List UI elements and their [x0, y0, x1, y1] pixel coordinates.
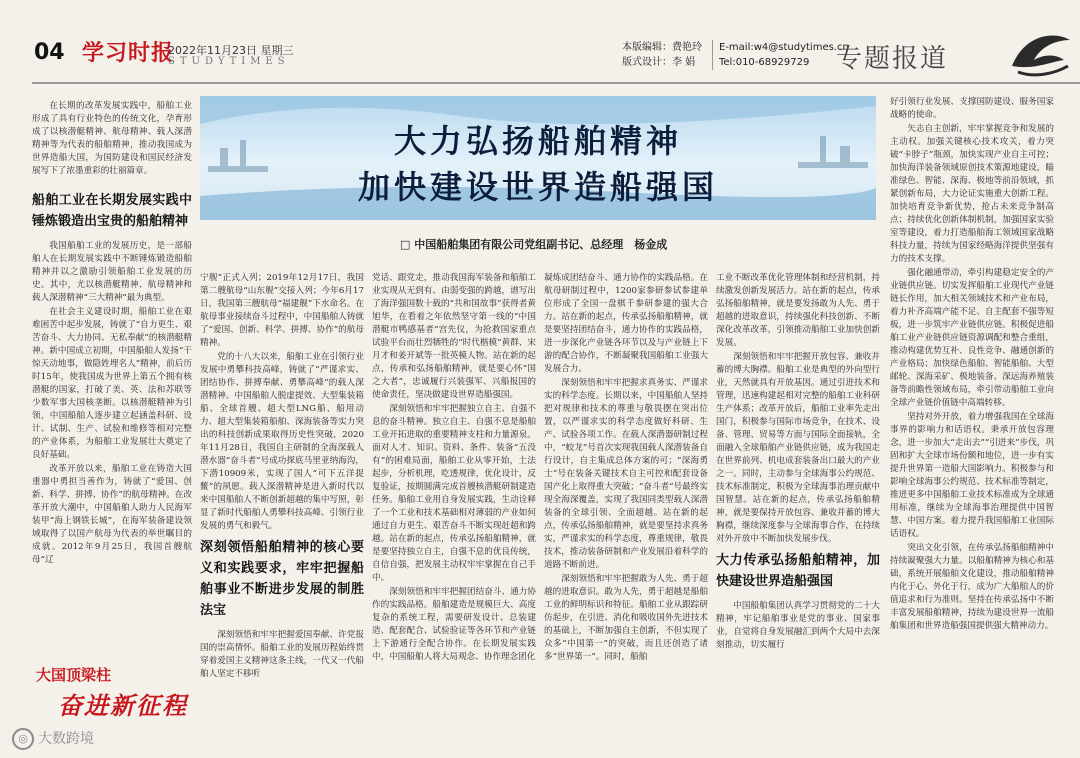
paragraph: 矢志自主创新，牢牢掌握竞争和发展的主动权。加强关键核心技术攻关，着力突破“卡脖子”瓶颈，加快实现产业自主可控；加快海洋装备领域原创技术策源地建设，瞄准绿色、智能、深海、极地等前沿领域，抓紧创新布局，大力论证实施重大创新工程。加快培育竞争新优势，抢占未来竞争制高点；持续优化创新体制机制，加强国家实验室等建设，着力打造船舶海工领域国家战略科技力量，持续为国家经略海洋提供坚强有力的技术支撑。 [890, 124, 1054, 264]
watermark-logo-icon: ◎ [12, 728, 34, 750]
page-number: 04 [34, 40, 65, 65]
paragraph: 党话、跟党走，推动我国海军装备和船舶工业实现从无到有、由弱变强的跨越，谱写出了海洋强国数十载的“共和国故事”获得者黄旭华，在看着之年依然坚守第一线的“中国潜艇市鸭感基者”宫先仪，为抢救国家重点试验平台而壮烈牺牲的“时代楷模”黄群、宋月才和姜开斌等一批英模人物。站在新的起点，传承和弘扬船舶精神，就是要心怀“国之大者”，忠诚履行兴装强军、兴船报国的使命责任，坚决做建设世界造船强国。 [372, 273, 536, 400]
paragraph: 宁舰”正式入列；2019年12月17日，我国第二艘航母“山东舰”交接入列；今年6月17日，我国第三艘航母“福建舰”下水命名。在航母事业接续奋斗过程中，中国船舶人铸就了“爱国、创新、科学、拼搏、协作”的航母精神。 [200, 273, 364, 348]
article-column-5 [716, 272, 880, 752]
subheading-3: 大力传承弘扬船舶精神，加快建设世界造船强国 [716, 553, 880, 589]
paragraph: 我国船舶工业的发展历史，是一部船舶人在长期发展实践中不断锤炼锻造船舶精神并以之激励引领船舶工业发展的历史。其中，尤以核潜艇精神、航母精神和载人深潜精神“三大精神”最为典型。 [32, 241, 192, 303]
headline-banner [200, 96, 876, 220]
header-rule [32, 82, 1080, 84]
brush-swoosh-icon [1004, 26, 1074, 82]
paragraph: 深刻领悟和牢牢把握求真务实、严谨求实的科学态度。长期以来，中国船舶人坚持把对规律和技术的尊重与敬畏摆在突出位置，以严谨求实的科学态度做好科研、生产、试验各项工作。在载人深潜器研制过程中，“蛟龙”号首次实现我国载人深潜装备自行设计，自主集成总体方案的可；“深海勇士”号在装备关键技术自主可控和配套设备国产化上取得重大突破；“奋斗者”号最终实现全海深覆盖，实现了我国同类型载人深潜装备的全球引领、全面超越。站在新的起点，传承弘扬船舶精神，就是要坚持求真务实，严谨求实的科学态度，尊重规律，敬畏技术，推动装备研制和产业发展沿着科学的道路不断前进。 [544, 378, 708, 570]
editor-line: 本版编辑：费艳玲 [622, 42, 702, 53]
paragraph: 深刻领悟和牢牢把握开放包容、兼收并蓄的博大胸襟。船舶工业是典型的外向型行业，天然就具有开放基因。通过引进技术和管理，迅速构建起相对完整的船舶工业科研生产体系；改革开放后，船舶工业率先走出国门，积极参与国际市场竞争，在技术、设备、管理、贸易等方面与国际全面接轨，全面融入全球船舶产业链供应链，成为我国走在世界前列、机电成套装备出口最大的产业之一。同时，主动参与全球海事公约规范、技术标准制定，积极为全球海事治理贡献中国智慧。站在新的起点，传承弘扬船舶精神，就是要保持开放包容、兼收并蓄的博大胸襟，继续深度参与全球海事合作，在持续对外开放中不断加快发展步伐。 [716, 352, 880, 544]
page-header [0, 0, 1080, 92]
article-column-1 [32, 100, 192, 660]
paragraph: 工业不断改革优化管理体制和经营机制，持续激发创新发展活力。站在新的起点，传承弘扬船舶精神，就是要发扬敢为人先、勇于超越的进取意识，持续强化科技创新、不断深化改革改革，引领推动船舶工业加快创新发展。 [716, 273, 880, 348]
masthead-subtitle: STUDYTIMES [168, 56, 290, 67]
paragraph: 深刻领悟和牢牢把握团结奋斗、通力协作的实践品格。船舶建造是规模巨大、高度复杂的系统工程，需要研发设计、总装建造、配套配合、试验验证等各环节和产业链上下游通行全配合协作。在长期发展实践中，中国船舶人将大局观念、协作理念团化 [372, 587, 536, 662]
headline-line-1: 大力弘扬船舶精神 [393, 122, 682, 160]
editor-credits [622, 40, 702, 70]
paragraph: 深刻领悟和牢牢把握敢为人先、勇于超越的进取意识。敢为人先，勇于超越是船舶工业的鲜明标识和特征。船舶工业从跟踪研仿起步，在引进、消化和吸收国外先进技术的基础上，不断加强自主创新，不但实现了众多“中国第一”的突破，而且还创造了诸多“世界第一”。同时，船舶 [544, 574, 708, 662]
paragraph: 中国船舶集团认真学习贯彻党的二十大精神，牢记船舶事业是党的事业、国家事业，自觉将自身发展融汇到两个大局中去深刻推动，切实履行 [716, 601, 880, 650]
watermark [12, 728, 94, 750]
contact-email: E-mail:w4@studytimes.cn [719, 42, 849, 53]
subheading-2: 深刻领悟船舶精神的核心要义和实践要求，牢牢把握船舶事业不断进步发展的制胜法宝 [200, 540, 364, 618]
campaign-logo [28, 662, 188, 724]
paragraph: 强化融通带动，牵引构建稳定安全的产业链供应链。切实发挥船舶工业现代产业链链长作用，加大相关领域技术和产业布局，着力补齐高端产能不足、自主配套不强等短板，进一步筑牢产业链供应链。积极促进船舶工业产业链供应链资源调配和整合重组，推动构建优势互补、良性竞争、融通创新的产业格局；加快绿色船舶、智能船舶、大型邮轮、深海采矿、极地装备、深远海养殖装备等前瞻性领域布局，牵引带动船舶工业向全球产业链价值链中高端转移。 [890, 268, 1054, 408]
paragraph: 改革开放以来，船舶工业在铸造大国重器中勇担当善作为，铸就了“爱国、创新、科学、拼搏、协作”的航母精神。在改革开放大潮中，中国船舶人助力人民海军装甲“海上钢铁长城”，在海军装备建设领域取得了以国产航母为代表的举世瞩目的成就。2012年9月25日，我国首艘航母“辽 [32, 464, 192, 565]
campaign-logo-bottom: 奋进新征程 [58, 691, 188, 720]
issue-date: 2022年11月23日 星期三 [168, 44, 294, 57]
headline-line-2: 加快建设世界造船强国 [357, 168, 718, 206]
paragraph: 突出文化引领，在传承弘扬船舶精神中持续凝聚强大力量。以船舶精神为核心和基础，系统开展船舶文化建设，推动船舶精神内化于心、外化于行，成为广大船舶人的价值追求和行为准则。坚持在传承弘扬中不断丰富发展船舶精神，持续为建设世界一流船舶集团和世界造船强国提供强大精神动力。 [890, 543, 1054, 631]
subheading-1: 船舶工业在长期发展实践中锤炼锻造出宝贵的船舶精神 [32, 193, 192, 229]
paragraph: 深刻领悟和牢牢把握爱国奉献、许党报国的崇高情怀。船舶工业的发展历程始终贯穿着爱国主义精神这条主线，一代又一代船舶人坚定不移听 [200, 630, 364, 679]
watermark-text: 大数跨境 [38, 731, 94, 747]
article-column-4 [544, 272, 708, 752]
paragraph: 在社会主义建设时期，船舶工业在艰难困苦中起步发展，铸就了“自力更生、艰苦奋斗、大力协同、无私奉献”的核潜艇精神。新中国成立初期，中国船舶人发扬“干惊天动地事，做隐姓埋名人”精神，前后历时15年，使我国成为世界上第五个拥有核潜艇的国家，打破了美、英、法和苏联等少数军事大国核垄断。以核潜艇精神为引领，中国船舶人逐步建立起涵盖科研、设计、试制、生产、试验和维修等相对完整的产业体系，为船舶工业发展壮大奠定了良好基础。 [32, 307, 192, 460]
contact-tel: Tel:010-68929729 [719, 57, 810, 68]
paragraph: 坚持对外开放，着力增强我国在全球海事界的影响力和话语权。秉承开放包容理念，进一步加大“走出去”“引进来”步伐，巩固和扩大全球市场份额和地位，进一步有实提升世界第一造船大国影响力。积极参与和影响全球海事公约规范、技术标准等制定，推进更多中国船舶工业技术标准成为全球通用标准，继续为全球海事治理提供中国智慧、中国方案。着力提升我国船舶工业国际话语权。 [890, 412, 1054, 539]
section-title: 专题报道 [836, 44, 949, 74]
paragraph: 深刻领悟和牢牢把握独立自主、自强不息的奋斗精神。独立自主、自强不息是船舶工业开拓进取的重要精神支柱和力量源泉。面对人才、知识、资料、条件、装备“五没有”的困难局面，船舶工业从零开始，土法起步，分析机理，吃透规律，优化设计，反复验证，按期圆满完成首艘核潜艇研制建造任务。船舶工业用自身发展实践，生动诠释了一个工业和技术基础相对薄弱的产业如何通过自力更生、艰苦奋斗不断实现赶超和跨越。站在新的起点，传承弘扬船舶精神，就是要坚持独立自主，自强不息的优良传统，自信自强，把发展主动权牢牢掌握在自己手中。 [372, 404, 536, 583]
author-byline: □ 中国船舶集团有限公司党组副书记、总经理 杨金成 [400, 238, 668, 251]
paragraph: 党的十八大以来，船舶工业在引领行业发展中勇攀科技高峰，铸就了“严谨求实、团结协作、拼搏奉献、勇攀高峰”的载人深潜精神。中国船舶人脱虚提效、大型集装箱船、全球首艘、超大型LNG船、船用动力、超大型集装箱船舶、深海装备等实力突出的科技创新成果取得历史性突破，2020年11月28日，我国自主研制的全海深载人潜水器“奋斗者”号成功探底马里亚纳海沟，下潜10909米，实现了国人“可下五洋捉鳖”的夙愿。载人深潜精神是进入新时代以来中国船舶人不断创新超越的集中写照，彰显了新时代船舶人勇攀科技高峰、引领行业发展的勇气和毅气。 [200, 352, 364, 531]
contact-info [712, 40, 849, 70]
article-column-2 [200, 272, 364, 752]
article-column-3 [372, 272, 536, 752]
designer-line: 版式设计：李 娟 [622, 57, 696, 68]
campaign-logo-top: 大国顶梁柱 [36, 666, 112, 684]
masthead-logo: 学习时报 [82, 40, 175, 66]
intro-paragraph: 在长期的改革发展实践中，船舶工业形成了具有行业特色的传统文化，孕育形成了以核潜艇精神、航母精神、载人深潜精神等为代表的船舶精神，推动我国成为世界造船大国，为国防建设和国民经济发展写下了浓墨重彩的壮丽篇章。 [32, 101, 192, 176]
paragraph: 好引领行业发展、支撑国防建设、服务国家战略的使命。 [890, 97, 1054, 120]
paragraph: 凝炼成团结奋斗、通力协作的实践品格。在航母研制过程中，1200家参研参试参建单位形成了全国一盘棋千参研参建的强大合力。站在新的起点，传承弘扬船舶精神，就是要坚持团结奋斗，通力协作的实践品格，进一步深化产业链各环节以及与产业链上下游的配合协作，不断凝聚我国船舶工业强大发展合力。 [544, 273, 708, 374]
article-column-6 [890, 96, 1054, 752]
